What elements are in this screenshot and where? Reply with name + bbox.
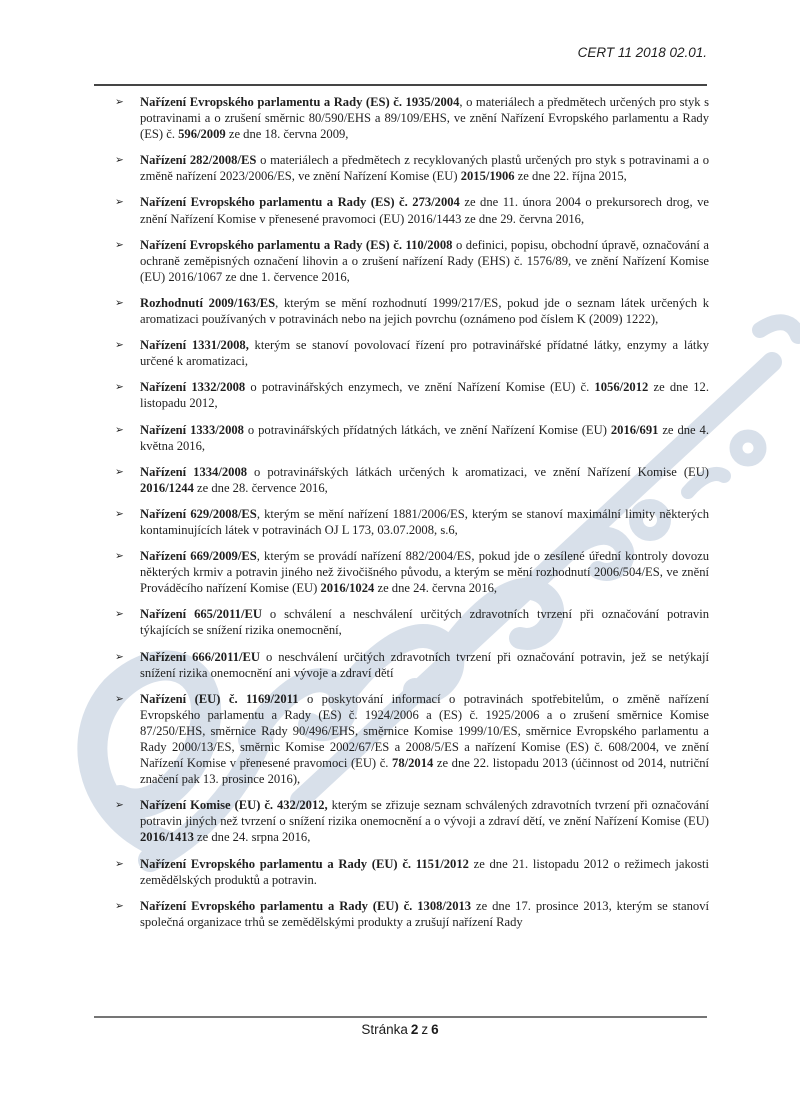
current-page-number: 2 xyxy=(410,1022,419,1037)
regulation-ref-bold: Nařízení 665/2011/EU xyxy=(140,607,262,622)
regulation-ref-bold: Nařízení 1334/2008 xyxy=(140,464,248,479)
regulation-ref-bold: 1056/2012 xyxy=(594,380,649,395)
regulation-ref-bold: Nařízení Evropského parlamentu a Rady (ES) č. 273/2004 xyxy=(140,195,460,210)
regulation-text: ze dne 24. srpna 2016, xyxy=(193,830,311,845)
regulation-text: o potravinářských látkách určených k aromatizaci, ve znění Nařízení Komise (EU) xyxy=(247,464,710,479)
regulation-ref-bold: Nařízení 669/2009/ES xyxy=(140,549,257,564)
regulation-ref-bold: Nařízení Evropského parlamentu a Rady (ES) č. 110/2008 xyxy=(140,237,453,252)
regulation-text: ze dne 22. listopadu 2013 (účinnost od 2014, nutriční značení pak 13. prosince 2016), xyxy=(140,756,709,787)
arrow-bullet-icon: ➢ xyxy=(115,857,124,870)
regulation-text: o materiálech a předmětech z recyklovaných plastů určených pro styk s potravinami a o změně nařízení 2023/2006/ES, ve znění Nařízení Komise (EU) xyxy=(140,153,709,184)
regulation-item xyxy=(95,194,709,226)
arrow-bullet-icon: ➢ xyxy=(115,692,124,705)
arrow-bullet-icon: ➢ xyxy=(115,296,124,309)
regulation-item xyxy=(95,797,709,845)
regulation-text: ze dne 22. října 2015, xyxy=(514,169,627,184)
regulation-ref-bold: Nařízení Evropského parlamentu a Rady (EU) č. 1151/2012 xyxy=(140,856,469,871)
arrow-bullet-icon: ➢ xyxy=(115,550,124,563)
arrow-bullet-icon: ➢ xyxy=(115,465,124,478)
regulation-ref-bold: 2016/1413 xyxy=(140,830,194,845)
arrow-bullet-icon: ➢ xyxy=(115,507,124,520)
regulation-text: , kterým se provádí nařízení 882/2004/ES, pokud jde o zesílené úřední kontroly dovozu některých krmiv a potravin jiného než živočišného původu, a kterým se mění rozhodnutí 2006/504/ES, ve znění Prováděcího nařízení Komise (EU) xyxy=(140,549,710,596)
regulation-item xyxy=(95,856,709,888)
regulation-ref-bold: Nařízení 1332/2008 xyxy=(140,380,246,395)
regulation-ref-bold: 2015/1906 xyxy=(460,169,515,184)
regulation-text: kterým se stanoví povolovací řízení pro potravinářské přídatné látky, enzymy a látky určené k aromatizaci, xyxy=(140,338,709,369)
regulation-item xyxy=(95,548,709,596)
regulation-text: o schválení a neschválení určitých zdravotních tvrzení při označování potravin týkajících se snížení rizika onemocnění, xyxy=(140,607,710,638)
document-body xyxy=(95,94,709,940)
regulation-text: o neschválení určitých zdravotních tvrzení při označování potravin, jež se netýkají snížení rizika onemocnění ani vývoje a zdraví dětí xyxy=(140,649,710,680)
arrow-bullet-icon: ➢ xyxy=(115,154,124,167)
arrow-bullet-icon: ➢ xyxy=(115,381,124,394)
regulation-ref-bold: Nařízení 1333/2008 xyxy=(140,422,244,437)
regulation-item xyxy=(95,649,709,681)
regulation-item xyxy=(95,337,709,369)
footer-rule xyxy=(94,1016,707,1018)
regulation-item xyxy=(95,422,709,454)
regulation-ref-bold: 2016/1024 xyxy=(320,581,375,596)
arrow-bullet-icon: ➢ xyxy=(115,799,124,812)
regulation-ref-bold: Nařízení Komise (EU) č. 432/2012, xyxy=(140,798,328,813)
regulation-text: kterým se zřizuje seznam schválených zdravotních tvrzení při označování potravin jiných než tvrzení o snížení rizika onemocnění a o vývoji a zdraví dětí, ve znění Nařízení Komise (EU) xyxy=(140,798,709,829)
regulation-list xyxy=(95,94,709,930)
regulation-text: ze dne 17. prosince 2013, kterým se stanoví společná organizace trhů se zemědělskými produkty a zrušují nařízení Rady xyxy=(140,898,709,929)
regulation-ref-bold: 2016/1244 xyxy=(140,480,194,495)
page-number xyxy=(0,1022,800,1037)
regulation-text: ze dne 12. listopadu 2012, xyxy=(140,380,709,411)
arrow-bullet-icon: ➢ xyxy=(115,196,124,209)
document-code-text: CERT 11 2018 02.01. xyxy=(577,45,707,60)
regulation-text: ze dne 28. července 2016, xyxy=(193,480,328,495)
regulation-item xyxy=(95,464,709,496)
regulation-ref-bold: Nařízení 666/2011/EU xyxy=(140,649,260,664)
regulation-text: o poskytování informací o potravinách spotřebitelům, o změně nařízení Evropského parlamentu a Rady (ES) č. 1924/2006 a (ES) č. 1925/2006 a o zrušení směrnice Komise 87/250/EHS, směrnice Rady 90/496/EHS, směrnice Komise 1999/10/ES, směrnice Evropského parlamentu a Rady 2000/13/ES, směrnic Komise 2002/67/ES a 2008/5/ES a nařízení Komise (ES) č. 608/2004, ve znění Nařízení Komise v přenesené pravomoci (EU) č. xyxy=(140,691,709,771)
header-rule xyxy=(94,84,707,86)
regulation-text: ze dne 21. listopadu 2012 o režimech jakosti zemědělských produktů a potravin. xyxy=(140,856,709,887)
regulation-ref-bold: Rozhodnutí 2009/163/ES xyxy=(140,295,276,310)
page-number-separator: z xyxy=(421,1022,429,1037)
regulation-item xyxy=(95,295,709,327)
regulation-ref-bold: 78/2014 xyxy=(392,756,434,771)
regulation-text: , o materiálech a předmětech určených pro styk s potravinami a o zrušení směrnic 80/590/EHS a 89/109/EHS, ve znění Nařízení Evropského parlamentu a Rady (ES) č. xyxy=(140,95,709,142)
regulation-text: ze dne 4. května 2016, xyxy=(140,422,709,453)
arrow-bullet-icon: ➢ xyxy=(115,423,124,436)
regulation-ref-bold: Nařízení 629/2008/ES xyxy=(140,506,257,521)
regulation-text: , kterým se mění rozhodnutí 1999/217/ES, pokud jde o seznam látek určených k aromatizaci používaných v potravinách nebo na jejich povrchu (oznámeno pod číslem K (2009) 1222), xyxy=(140,295,709,327)
arrow-bullet-icon: ➢ xyxy=(115,238,124,251)
regulation-item xyxy=(95,606,709,638)
regulation-ref-bold: 596/2009 xyxy=(178,127,226,142)
regulation-text: o definici, popisu, obchodní úpravě, označování a ochraně zeměpisných označení lihovin a o zrušení nařízení Rady (EHS) č. 1576/89, ve znění Nařízení Komise (EU) 2016/1067 ze dne 1. července 2016, xyxy=(140,237,709,284)
regulation-ref-bold: Nařízení Evropského parlamentu a Rady (EU) č. 1308/2013 xyxy=(140,898,472,913)
regulation-text: o potravinářských přídatných látkách, ve znění Nařízení Komise (EU) xyxy=(243,422,611,437)
regulation-item xyxy=(95,94,709,142)
arrow-bullet-icon: ➢ xyxy=(115,339,124,352)
regulation-item xyxy=(95,898,709,930)
regulation-ref-bold: Nařízení 282/2008/ES xyxy=(140,153,257,168)
arrow-bullet-icon: ➢ xyxy=(115,96,124,108)
arrow-bullet-icon: ➢ xyxy=(115,608,124,621)
regulation-item xyxy=(95,506,709,538)
regulation-text: ze dne 24. června 2016, xyxy=(374,581,498,596)
regulation-ref-bold: Nařízení 1331/2008, xyxy=(140,338,249,353)
regulation-item xyxy=(95,152,709,184)
regulation-item xyxy=(95,237,709,285)
regulation-text: ze dne 11. února 2004 o prekursorech drog, ve znění Nařízení Komise v přenesené pravomoci (EU) 2016/1443 ze dne 29. června 2016, xyxy=(140,195,709,226)
page-number-prefix: Stránka xyxy=(361,1022,408,1037)
total-page-number: 6 xyxy=(431,1022,439,1037)
regulation-ref-bold: Nařízení (EU) č. 1169/2011 xyxy=(140,691,299,706)
regulation-text: ze dne 18. června 2009, xyxy=(225,127,349,142)
regulation-text: o potravinářských enzymech, ve znění Nařízení Komise (EU) č. xyxy=(245,380,595,395)
arrow-bullet-icon: ➢ xyxy=(115,650,124,663)
regulation-item xyxy=(95,379,709,411)
regulation-ref-bold: 2016/691 xyxy=(610,422,659,437)
regulation-text: , kterým se mění nařízení 1881/2006/ES, kterým se stanoví maximální limity některých kontaminujících látek v potravinách OJ L 173, 03.07.2008, s.6, xyxy=(140,506,709,537)
regulation-ref-bold: Nařízení Evropského parlamentu a Rady (ES) č. 1935/2004 xyxy=(140,95,460,109)
arrow-bullet-icon: ➢ xyxy=(115,899,124,912)
document-code xyxy=(95,45,707,60)
regulation-item xyxy=(95,691,709,788)
